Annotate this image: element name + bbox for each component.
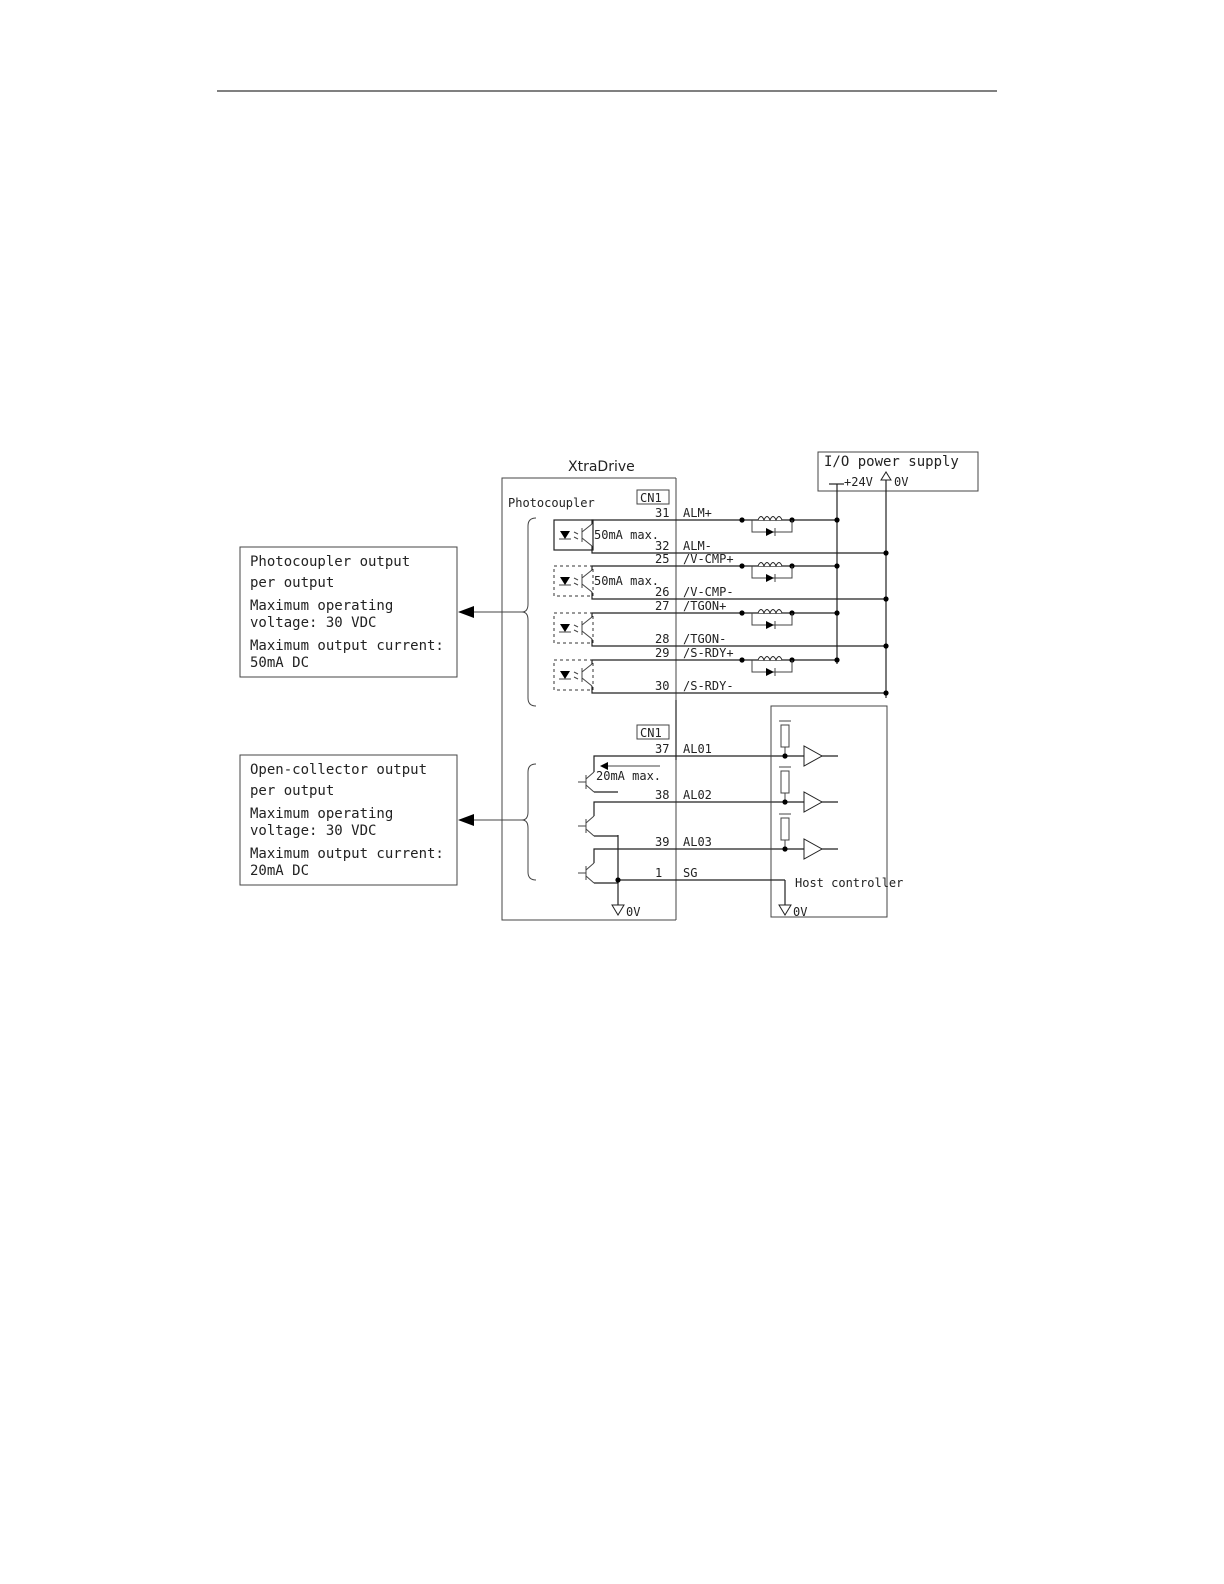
pin-signal: ALM+ xyxy=(683,506,712,520)
photocoupler-section-label: Photocoupler xyxy=(508,496,595,510)
led-icon xyxy=(560,577,570,585)
junction-dot xyxy=(883,550,888,555)
junction-dot xyxy=(883,596,888,601)
photo-arrow xyxy=(458,606,474,618)
relay-coil-icon xyxy=(758,657,782,661)
pin-number: 31 xyxy=(655,506,670,520)
junction-dot xyxy=(834,563,839,568)
diode-icon xyxy=(766,574,774,582)
photo-current-label: 50mA max. xyxy=(594,574,660,588)
pullup-resistor-icon xyxy=(781,771,789,793)
junction-dot xyxy=(883,690,888,695)
diode-icon xyxy=(766,528,774,536)
pin-number: 29 xyxy=(655,646,670,660)
pin-number: 37 xyxy=(655,742,670,756)
pin-signal: /TGON- xyxy=(683,632,727,646)
power-supply-pos: +24V xyxy=(844,475,873,489)
photocoupler-channel xyxy=(554,506,889,556)
receiver-buffer-icon xyxy=(804,792,822,812)
junction-dot xyxy=(739,657,744,662)
photocoupler-note-box xyxy=(240,547,457,677)
relay-coil-icon xyxy=(758,563,782,567)
open-collector-note-box xyxy=(240,755,457,885)
host-ground-label: 0V xyxy=(793,905,808,919)
led-icon xyxy=(560,671,570,679)
junction-dot xyxy=(615,877,620,882)
pin-signal: /S-RDY- xyxy=(683,679,734,693)
photo-note-3: Maximum operating xyxy=(250,598,394,614)
photo-note-4: voltage: 30 VDC xyxy=(250,615,377,631)
oc-brace xyxy=(522,764,536,880)
open-collector-channel xyxy=(578,814,838,883)
junction-dot xyxy=(834,657,839,662)
oc-note-2: per output xyxy=(250,783,335,799)
drive-ground-icon xyxy=(612,905,624,915)
junction-dot xyxy=(883,643,888,648)
pullup-resistor-icon xyxy=(781,818,789,840)
relay-coil-icon xyxy=(758,610,782,614)
oc-note-6: 20mA DC xyxy=(250,863,310,879)
junction-dot xyxy=(739,610,744,615)
pin-signal: AL02 xyxy=(683,788,712,802)
photo-note-2: per output xyxy=(250,575,335,591)
drive-title: XtraDrive xyxy=(568,459,635,475)
photocoupler-channel xyxy=(554,599,889,649)
pin-number: 32 xyxy=(655,539,670,553)
junction-dot xyxy=(739,517,744,522)
oc-current-label: 20mA max. xyxy=(596,769,662,783)
cn1-label-top: CN1 xyxy=(640,491,662,505)
receiver-buffer-icon xyxy=(804,746,822,766)
photo-note-5: Maximum output current: xyxy=(250,638,444,654)
photo-current-label: 50mA max. xyxy=(594,528,660,542)
photocoupler-box xyxy=(554,566,593,596)
pin-signal: ALM- xyxy=(683,539,712,553)
oc-arrow xyxy=(458,814,474,826)
pin-number: 27 xyxy=(655,599,670,613)
photo-note-6: 50mA DC xyxy=(250,655,310,671)
pin-signal: AL01 xyxy=(683,742,712,756)
photo-brace xyxy=(522,518,536,706)
led-icon xyxy=(560,531,570,539)
pin-signal: /V-CMP- xyxy=(683,585,734,599)
junction-dot xyxy=(739,563,744,568)
cn1-label-bottom: CN1 xyxy=(640,726,662,740)
pin-number: 28 xyxy=(655,632,670,646)
photocoupler-channel xyxy=(554,552,889,602)
photocoupler-box xyxy=(554,520,593,550)
drive-ground-label: 0V xyxy=(626,905,641,919)
host-ground-icon xyxy=(779,905,791,915)
junction-dot xyxy=(782,753,787,758)
led-icon xyxy=(560,624,570,632)
oc-note-5: Maximum output current: xyxy=(250,846,444,862)
pin-number: 1 xyxy=(655,866,663,880)
photocoupler-channel xyxy=(554,646,889,696)
open-collector-outputs xyxy=(458,721,838,919)
photocoupler-box xyxy=(554,660,593,690)
junction-dot xyxy=(834,610,839,615)
io-power-supply xyxy=(818,452,978,698)
oc-note-3: Maximum operating xyxy=(250,806,394,822)
junction-dot xyxy=(782,846,787,851)
pin-signal: /TGON+ xyxy=(683,599,727,613)
junction-dot xyxy=(834,517,839,522)
host-controller-label: Host controller xyxy=(795,876,904,890)
pin-number: 26 xyxy=(655,585,670,599)
junction-dot xyxy=(782,799,787,804)
diode-icon xyxy=(766,668,774,676)
pin-signal: /V-CMP+ xyxy=(683,552,734,566)
pullup-resistor-icon xyxy=(781,725,789,747)
power-supply-neg: 0V xyxy=(894,475,909,489)
pin-signal: /S-RDY+ xyxy=(683,646,734,660)
oc-note-1: Open-collector output xyxy=(250,762,428,778)
pin-number: 38 xyxy=(655,788,670,802)
pin-signal: SG xyxy=(683,866,698,880)
oc-note-4: voltage: 30 VDC xyxy=(250,823,377,839)
pin-number: 30 xyxy=(655,679,670,693)
receiver-buffer-icon xyxy=(804,839,822,859)
pin-number: 25 xyxy=(655,552,670,566)
photocoupler-outputs xyxy=(458,506,889,760)
diode-icon xyxy=(766,621,774,629)
pin-signal: AL03 xyxy=(683,835,712,849)
photo-note-1: Photocoupler output xyxy=(250,554,411,570)
power-supply-label: I/O power supply xyxy=(824,454,959,470)
photocoupler-box xyxy=(554,613,593,643)
pin-number: 39 xyxy=(655,835,670,849)
host-controller-box xyxy=(676,706,903,919)
relay-coil-icon xyxy=(758,517,782,521)
